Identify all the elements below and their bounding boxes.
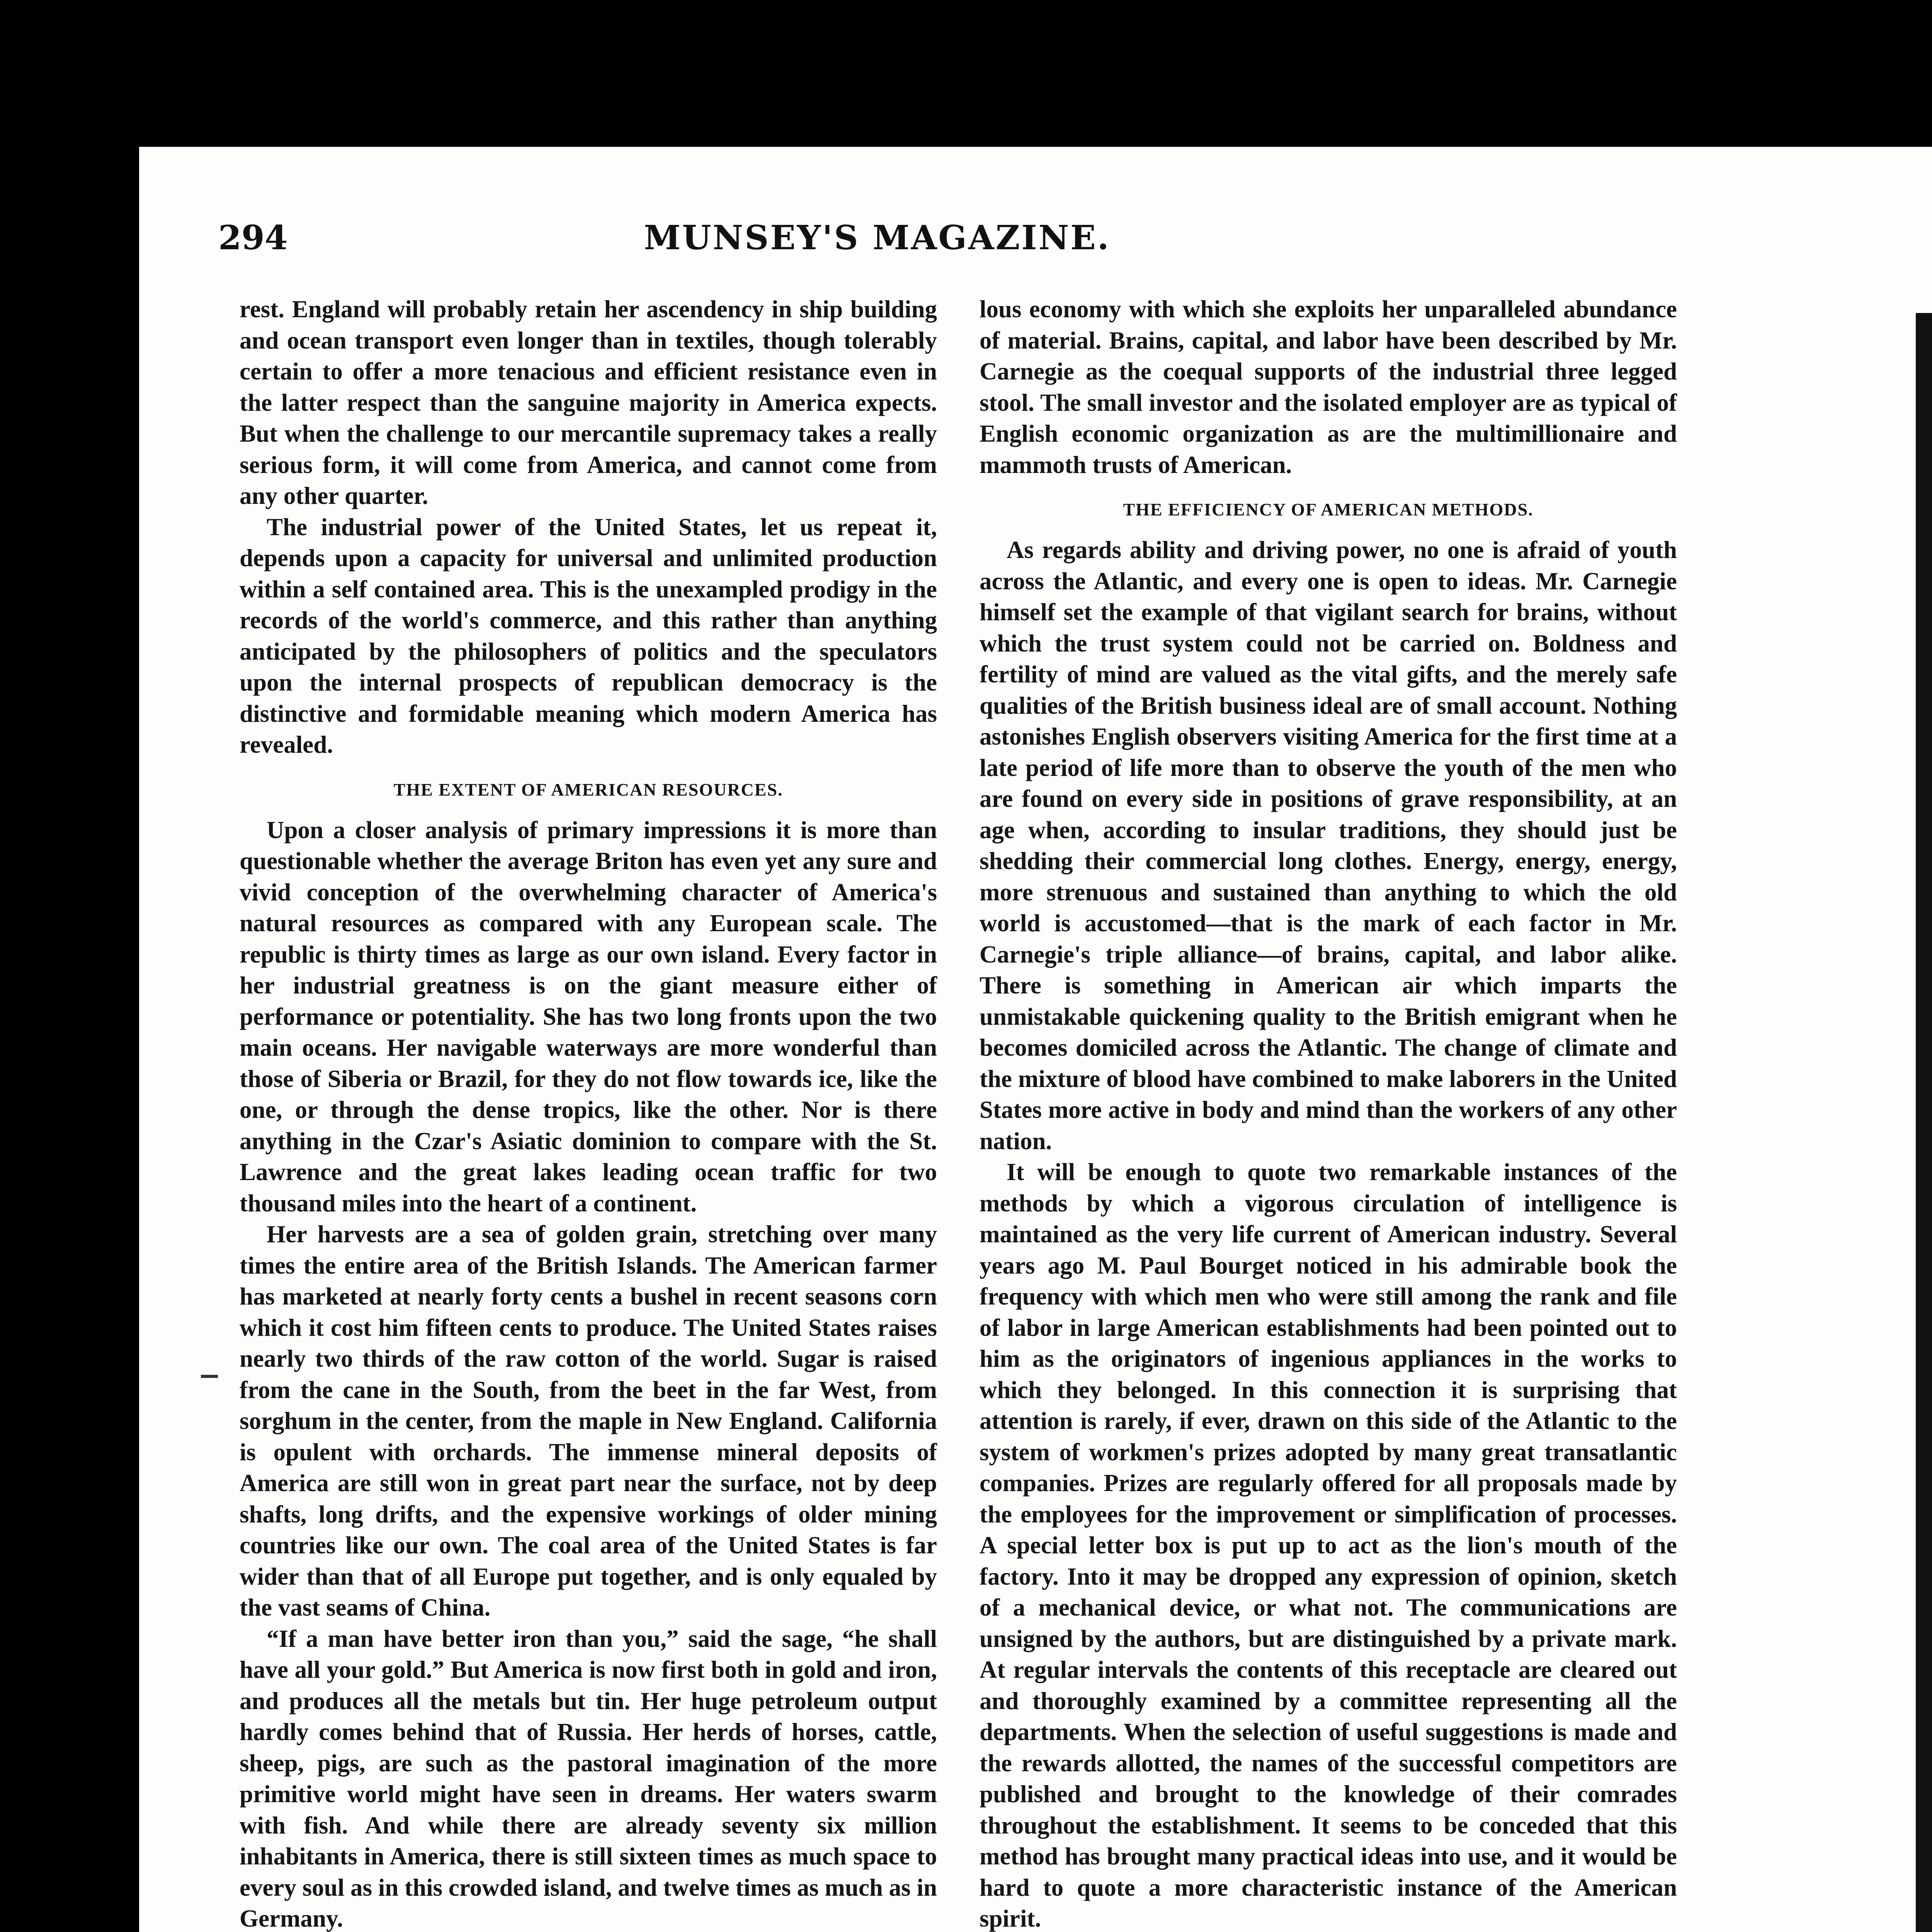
left-column — [240, 294, 937, 1932]
page-header — [218, 218, 1536, 272]
paragraph: rest. England will probably retain her ascendency in ship building and ocean transport even longer than in textiles, though tolerably certain to offer a more tenacious and efficient resistance even in the latter respect than the sanguine majority in America expects. But when the challenge to our mercantile supremacy takes a really serious form, it will come from America, and cannot come from any other quarter. — [240, 296, 937, 509]
paragraph: As regards ability and driving power, no one is afraid of youth across the Atlantic, and every one is open to ideas. Mr. Carnegie himself set the example of that vigilant search for brains, without which the trust system could not be carried on. Boldness and fertility of mind are valued as the vital gifts, and the merely safe qualities of the British business ideal are of small account. Nothing astonishes English observers visiting America for the first time at a late period of life more than to observe the youth of the men who are found on every side in positions of grave responsibility, at an age when, according to insular traditions, they should just be shedding their commercial long clothes. Energy, energy, energy, more strenuous and sustained than anything to which the old world is accustomed—that is the mark of each factor in Mr. Carnegie's triple alliance—of brains, capital, and labor alike. There is something in American air which imparts the unmistakable quickening quality to the British emigrant when he becomes domiciled across the Atlantic. The change of climate and the mixture of blood have combined to make laborers in the United States more active in body and mind than the workers of any other nation. — [980, 536, 1677, 1155]
paragraph: Upon a closer analysis of primary impressions it is more than questionable whether the average Briton has even yet any sure and vivid conception of the overwhelming character of America's natural resources as compared with any European scale. The republic is thirty times as large as our own island. Every factor in her industrial greatness is on the giant measure either of performance or potentiality. She has two long fronts upon the two main oceans. Her navigable waterways are more wonderful than those of Siberia or Brazil, for they do not flow towards ice, like the one, or through the dense tropics, like the other. Nor is there anything in the Czar's Asiatic dominion to compare with the St. Lawrence and the great lakes leading ocean traffic for two thousand miles into the heart of a continent. — [240, 816, 937, 1217]
paragraph: The industrial power of the United States, let us repeat it, depends upon a capacity for universal and unlimited production within a self contained area. This is the unexampled prodigy in the records of the world's commerce, and this rather than anything anticipated by the philosophers of politics and the speculators upon the internal prospects of republican democracy is the distinctive and formidable meaning which modern America has revealed. — [240, 513, 937, 758]
paragraph: lous economy with which she exploits her unparalleled abundance of material. Brains, capital, and labor have been described by Mr. Carnegie as the coequal supports of the industrial three legged stool. The small investor and the isolated employer are as typical of English economic organization as are the multimillionaire and mammoth trusts of American. — [980, 296, 1677, 478]
page-edge-shadow — [1916, 313, 1932, 1932]
paragraph: “If a man have better iron than you,” said the sage, “he shall have all your gold.” But America is now first both in gold and iron, and produces all the metals but tin. Her huge petroleum output hardly comes behind that of Russia. Her herds of horses, cattle, sheep, pigs, are such as the pastoral imagination of the more primitive world might have seen in dreams. Her waters swarm with fish. And while there are already seventy six million inhabitants in America, there is still sixteen times as much space to every soul as in this crowded island, and twelve times as much as in Germany. — [240, 1625, 937, 1932]
section-heading: THE EFFICIENCY OF AMERICAN METHODS. — [1123, 500, 1534, 519]
paragraph: It will be enough to quote two remarkable instances of the methods by which a vigorous circulation of intelligence is maintained as the very life current of American industry. Several years ago M. Paul Bourget noticed in his admirable book the frequency with which men who were still among the rank and file of labor in large American establishments had been pointed out to him as the originators of ingenious appliances in the works to which they belonged. In this connection it is surprising that attention is rarely, if ever, drawn on this side of the Atlantic to the system of workmen's prizes adopted by many great transatlantic companies. Prizes are regularly offered for all proposals made by the employees for the improvement or simplification of processes. A special letter box is put up to act as the lion's mouth of the factory. Into it may be dropped any expression of opinion, sketch of a mechanical device, or what not. The communications are unsigned by the authors, but are distinguished by a private mark. At regular intervals the contents of this receptacle are cleared out and thoroughly examined by a committee representing all the departments. When the selection of useful suggestions is made and the rewards allotted, the names of the successful competitors are published and brought to the knowledge of their comrades throughout the establishment. It seems to be conceded that this method has brought many practical ideas into use, and it would be hard to quote a more characteristic instance of the American spirit. — [980, 1158, 1677, 1932]
right-column — [980, 294, 1677, 1932]
margin-mark — [201, 1375, 218, 1378]
page-number: 294 — [218, 218, 288, 257]
section-heading: THE EXTENT OF AMERICAN RESOURCES. — [393, 779, 783, 799]
running-title: MUNSEY'S MAGAZINE. — [644, 218, 1111, 257]
paragraph: Her harvests are a sea of golden grain, stretching over many times the entire area of the British Islands. The American farmer has marketed at nearly forty cents a bushel in recent seasons corn which it cost him fifteen cents to produce. The United States raises nearly two thirds of the raw cotton of the world. Sugar is raised from the cane in the South, from the beet in the far West, from sorghum in the center, from the maple in New England. California is opulent with orchards. The immense mineral deposits of America are still won in great part near the surface, not by deep shafts, long drifts, and the expensive workings of older mining countries like our own. The coal area of the United States is far wider than that of all Europe put together, and is only equaled by the vast seams of China. — [240, 1221, 937, 1621]
